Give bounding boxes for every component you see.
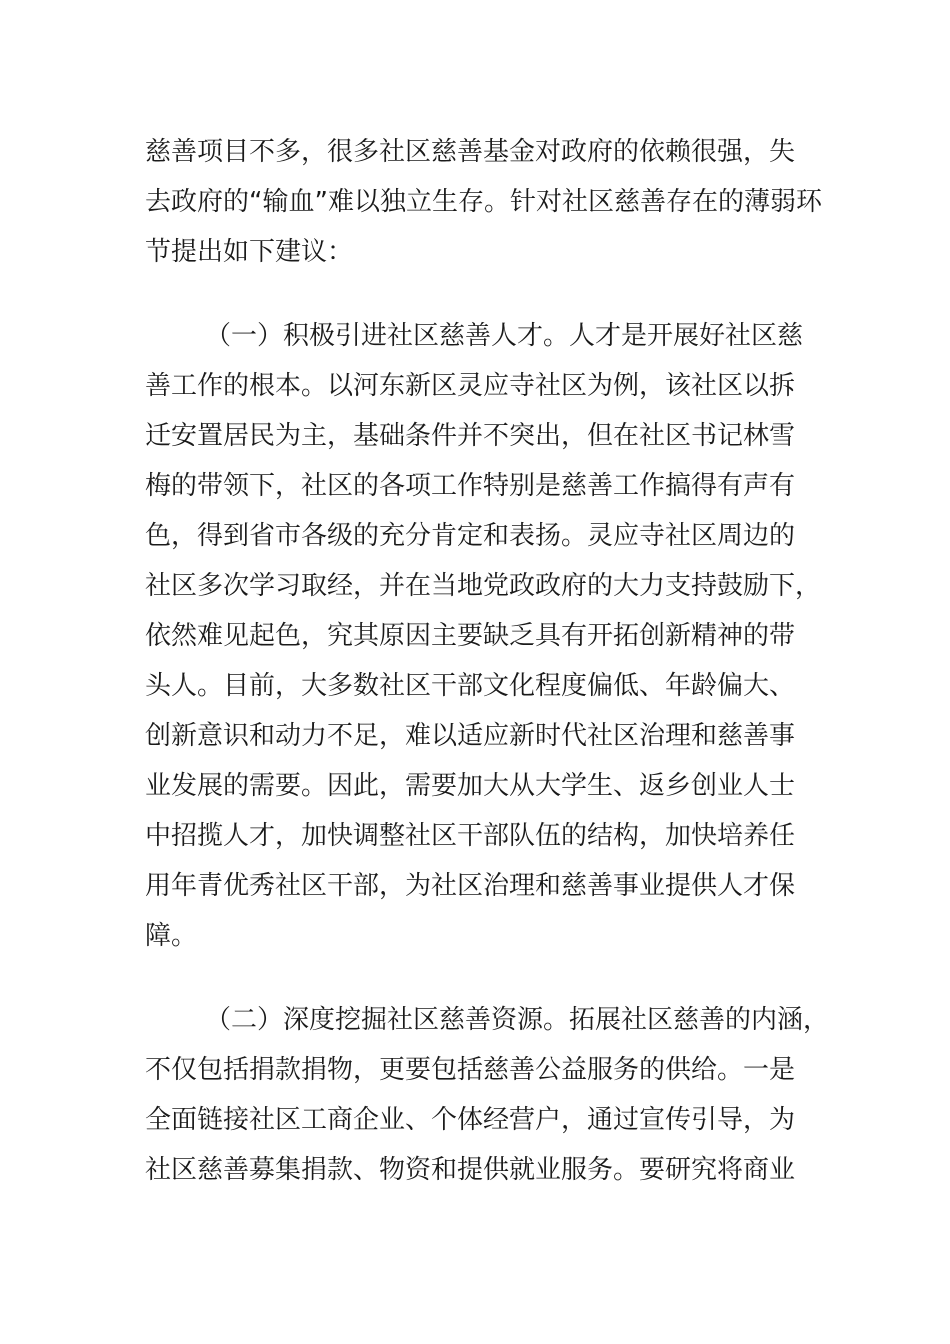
paragraph-line: 用年青优秀社区干部，为社区治理和慈善事业提供人才保 (145, 871, 796, 901)
paragraph-line: 节提出如下建议： (145, 237, 354, 267)
paragraph-line: 全面链接社区工商企业、个体经营户，通过宣传引导，为 (145, 1105, 796, 1135)
paragraph-line: 迁安置居民为主，基础条件并不突出，但在社区书记林雪 (145, 421, 796, 451)
paragraph-line: 头人。目前，大多数社区干部文化程度偏低、年龄偏大、 (145, 671, 796, 701)
paragraph-line: 不仅包括捐款捐物，更要包括慈善公益服务的供给。一是 (145, 1055, 796, 1085)
paragraph-line: 依然难见起色，究其原因主要缺乏具有开拓创新精神的带 (145, 621, 796, 651)
paragraph-section-1 (145, 311, 822, 961)
paragraph-line: 梅的带领下，社区的各项工作特别是慈善工作搞得有声有 (145, 471, 796, 501)
section-heading-line: （二）深度挖掘社区慈善资源。拓展社区慈善的内涵， (205, 1005, 830, 1035)
paragraph-line: 中招揽人才，加快调整社区干部队伍的结构，加快培养任 (145, 821, 796, 851)
section-heading-line: （一）积极引进社区慈善人才。人才是开展好社区慈 (205, 321, 804, 351)
paragraph-line: 障。 (145, 921, 198, 951)
paragraph-intro (145, 127, 822, 277)
paragraph-line: 色，得到省市各级的充分肯定和表扬。灵应寺社区周边的 (145, 521, 796, 551)
paragraph-line: 去政府的“输血”难以独立生存。针对社区慈善存在的薄弱环 (145, 187, 822, 217)
paragraph-line: 慈善项目不多，很多社区慈善基金对政府的依赖很强，失 (145, 137, 796, 167)
paragraph-line: 善工作的根本。以河东新区灵应寺社区为例，该社区以拆 (145, 371, 796, 401)
paragraph-line: 社区多次学习取经，并在当地党政政府的大力支持鼓励下， (145, 571, 822, 601)
paragraph-section-2 (145, 995, 830, 1195)
paragraph-line: 社区慈善募集捐款、物资和提供就业服务。要研究将商业 (145, 1155, 796, 1185)
paragraph-line: 业发展的需要。因此，需要加大从大学生、返乡创业人士 (145, 771, 796, 801)
paragraph-line: 创新意识和动力不足，难以适应新时代社区治理和慈善事 (145, 721, 796, 751)
